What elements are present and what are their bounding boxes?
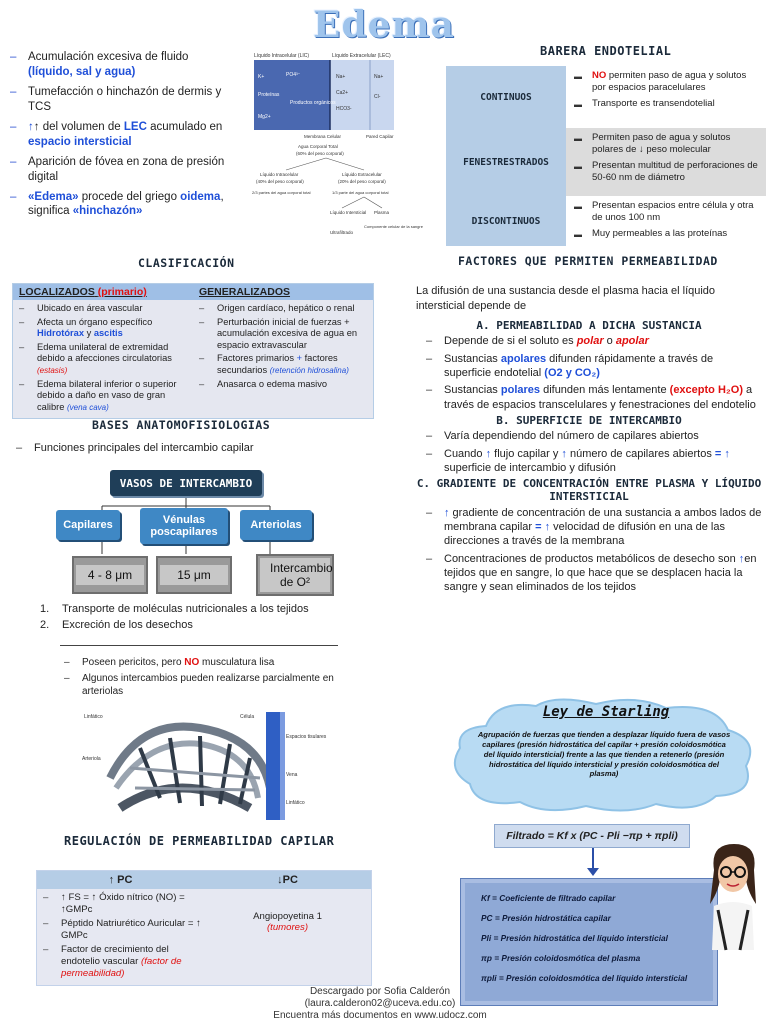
regulacion-title: REGULACIÓN DE PERMEABILIDAD CAPILAR	[64, 834, 335, 848]
svg-text:K+: K+	[258, 74, 265, 80]
total-pct: (60% del peso corporal)	[296, 151, 344, 156]
footer	[200, 986, 560, 1022]
divider	[60, 645, 338, 646]
pericitos-item: – Algunos intercambios pueden realizarse parcialmente en arteriolas	[60, 672, 360, 698]
localizados-item: – Edema unilateral de extremidad debido a afecciones circulatorias (estasis)	[15, 342, 191, 377]
factor-b-item: – Cuando ↑ flujo capilar y ↑ número de capilares abiertos = ↑ superficie de intercambio y difusión	[416, 447, 762, 476]
barrera-item: ▬ NO permiten paso de agua y solutos por espacios paracelulares	[572, 70, 760, 94]
ultrafiltrado-label: Ultrafiltrado	[330, 230, 354, 235]
intra-frac: 2/3 partes del agua corporal total	[252, 190, 311, 195]
factor-b-item: – Varía dependiendo del número de capilares abiertos	[416, 429, 762, 443]
intro-item: – ↑↑ del volumen de LEC acumulado en espacio intersticial	[6, 120, 236, 150]
factor-b-title: B. SUPERFICIE DE INTERCAMBIO	[496, 413, 682, 427]
linfatico2-label: Linfático	[286, 800, 305, 806]
pc-down-note: (tumores)	[266, 922, 309, 933]
extra-pct: (20% del peso corporal)	[338, 179, 386, 184]
barrera-title: BARERA ENDOTELIAL	[540, 44, 672, 58]
generalizados-item: – Perturbación inicial de fuerzas + acumulación excesiva de agua en espacio extravascular	[195, 317, 371, 352]
intro-list	[6, 50, 236, 224]
legend-item: Pli = Presión hidrostática del líquido intersticial	[481, 933, 668, 943]
barrera-row	[446, 128, 766, 196]
barrera-row	[446, 66, 766, 128]
size-box: 15 μm	[156, 556, 232, 594]
pc-up-item: – ↑ FS = ↑ Óxido nítrico (NO) = ↑GMPc	[39, 892, 202, 916]
pc-up-header: ↑ PC	[37, 871, 204, 889]
clasificacion-title: CLASIFICACIÓN	[138, 256, 235, 270]
localizados-header: LOCALIZADOS (primario)	[13, 284, 193, 300]
pericitos-item: – Poseen pericitos, pero NO musculatura lisa	[60, 656, 360, 669]
generalizados-header: GENERALIZADOS	[193, 284, 373, 300]
numbered-item: 2. Excreción de los desechos	[40, 619, 193, 631]
factor-a-title: A. PERMEABILIDAD A DICHA SUSTANCIA	[476, 318, 702, 332]
footer-line: Encuentra más documentos en www.udocz.com	[273, 1010, 487, 1021]
pericitos-list	[60, 656, 360, 701]
generalizados-item: – Factores primarios + factores secundarios (retención hidrosalina)	[195, 353, 371, 376]
factor-c-item: – Concentraciones de productos metabólicos de desecho son ↑en tejidos que en sangre, lo que hace que se desplacen hacia la sangre y sean eliminados de los tejidos	[416, 552, 762, 595]
factor-a-item: – Sustancias apolares difunden rápidamente a través de superficie endotelial (O2 y CO₂)	[416, 352, 762, 381]
pc-down-item: Angiopoyetina 1	[253, 911, 322, 922]
pared-label: Pared Capilar	[366, 134, 394, 139]
pc-up-item: – Factor de crecimiento del endotelio vascular (factor de permeabilidad)	[39, 944, 202, 980]
capillary-network-figure	[80, 708, 327, 820]
localizados-item: – Ubicado en área vascular	[15, 303, 191, 315]
intro-item: – Aparición de fóvea en zona de presión digital	[6, 155, 236, 185]
svg-text:PO4³⁻: PO4³⁻	[286, 72, 301, 78]
arteriola-label: Arteriola	[82, 756, 101, 762]
svg-text:Mg2+: Mg2+	[258, 114, 271, 120]
svg-text:Productos orgánicos: Productos orgánicos	[290, 100, 336, 106]
svg-text:Proteínas: Proteínas	[258, 92, 280, 98]
factores-intro: La difusión de una sustancia desde el plasma hacia el líquido intersticial depende de	[416, 285, 716, 312]
footer-line: (laura.calderon02@uceva.edu.co)	[304, 998, 456, 1009]
factor-a-item: – Sustancias polares difunden más lentamente (excepto H₂O) a través de espacios transcelulares y fenestraciones del endotelio	[416, 383, 762, 412]
localizados-item: – Afecta un órgano específico Hidrotórax y ascitis	[15, 317, 191, 340]
intro-item: – Acumulación excesiva de fluido (líquido, sal y agua)	[6, 50, 236, 80]
legend-item: PC = Presión hidrostática capilar	[481, 913, 611, 923]
extra-label: Líquido Extracelular	[342, 172, 382, 177]
linfatico-label: Linfático	[84, 714, 103, 720]
extra-frac: 1/3 parte del agua corporal total	[332, 190, 389, 195]
total-label: Agua Corporal Total	[298, 144, 338, 149]
fluid-compartments-figure	[246, 48, 423, 248]
svg-text:HCO3-: HCO3-	[336, 106, 352, 112]
pc-up-item: – Péptido Natriurético Auricular = ↑ GMPc	[39, 918, 202, 942]
lec-label: Líquido Extracelular (LEC)	[332, 53, 391, 59]
factor-c-item: – ↑ gradiente de concentración de una sustancia a ambos lados de membrana capilar = ↑ velocidad de difusión en una de las direcciones a través de la membrana	[416, 506, 762, 549]
factor-c-title: C. GRADIENTE DE CONCENTRACIÓN ENTRE PLASMA Y LÍQUIDO INTERSTICIAL	[416, 477, 762, 503]
barrera-row-name: CONTINUOS	[446, 66, 566, 128]
bases-title: BASES ANATOMOFISIOLOGIAS	[92, 418, 271, 432]
starling-cloud	[446, 696, 762, 814]
vasos-intercambio-box: VASOS DE INTERCAMBIO	[110, 470, 262, 496]
funciones-text: – Funciones principales del intercambio capilar	[12, 441, 342, 458]
generalizados-item: – Anasarca o edema masivo	[195, 379, 371, 391]
numbered-list	[40, 603, 309, 635]
svg-text:Cl-: Cl-	[374, 94, 381, 100]
intro-item: – «Edema» procede del griego oidema, significa «hinchazón»	[6, 190, 236, 220]
legend-item: πp = Presión coloidosmótica del plasma	[481, 953, 641, 963]
numbered-item: 1. Transporte de moléculas nutricionales a los tejidos	[40, 603, 309, 615]
barrera-row-name: DISCONTINUOS	[446, 196, 566, 246]
vena-label: Vena	[286, 772, 298, 778]
barrera-item: ▬ Presentan espacios entre célula y otra de unos 100 nm	[572, 200, 760, 224]
barrera-item: ▬ Muy permeables a las proteínas	[572, 228, 760, 240]
barrera-item: ▬ Presentan multitud de perforaciones de 50-60 nm de diámetro	[572, 160, 760, 184]
starling-text: Agrupación de fuerzas que tienden a desplazar líquido fuera de vasos capilares (presión hidrostática del capilar + presión coloidosmótica del líquido intersticial) frente a las que tienden a retenerlo (presión hidrostática del líquido intersticial y presión coloidosmótica del plasma)	[477, 730, 731, 779]
svg-text:Na+: Na+	[336, 74, 346, 80]
svg-text:Na+: Na+	[374, 74, 384, 80]
intersticial-label: Líquido Intersticial	[330, 210, 367, 215]
lic-label: Líquido Intracelular (LIC)	[254, 53, 310, 59]
venulas-box: Vénulas poscapilares	[140, 508, 228, 544]
espacios-label: Espacios tisulares	[286, 734, 327, 740]
plasma-label: Plasma	[374, 210, 390, 215]
arrow-down-icon	[587, 848, 599, 876]
factores-section	[416, 284, 762, 597]
componente-label: Componente celular de la sangre	[364, 224, 423, 229]
starling-title: Ley de Starling	[542, 704, 670, 720]
footer-line: Descargado por Sofia Calderón	[309, 986, 451, 997]
legend-item: πpli = Presión coloidosmótica del líquido intersticial	[481, 973, 688, 983]
legend-item: Kf = Coeficiente de filtrado capilar	[481, 893, 616, 903]
barrera-row	[446, 196, 766, 246]
generalizados-item: – Origen cardíaco, hepático o renal	[195, 303, 371, 315]
localizados-item: – Edema bilateral inferior o superior debido a daño en vaso de gran calibre (vena cava)	[15, 379, 191, 414]
starling-formula: Filtrado = Kf x (PC - Pli −πp + πpli)	[494, 824, 690, 848]
intra-label: Líquido Intracelular	[260, 172, 299, 177]
page-title: Edema	[313, 4, 455, 46]
svg-text:Ca2+: Ca2+	[336, 90, 349, 96]
barrera-table	[446, 66, 766, 246]
intercambio-box: Intercambio de O²	[256, 554, 334, 596]
avatar	[700, 840, 766, 950]
size-box: 4 - 8 μm	[72, 556, 148, 594]
intro-item: – Tumefacción o hinchazón de dermis y TCS	[6, 85, 236, 115]
clasificacion-table	[12, 283, 374, 419]
membrana-label: Membrana Celular	[304, 134, 342, 139]
barrera-item: ▬ Permiten paso de agua y solutos polares de ↓ peso molecular	[572, 132, 760, 156]
factor-a-item: – Depende de si el soluto es polar o apolar	[416, 334, 762, 348]
factores-title: FACTORES QUE PERMITEN PERMEABILIDAD	[458, 254, 718, 268]
celula-label: Célula	[240, 714, 255, 720]
capilares-box: Capilares	[56, 510, 120, 540]
barrera-row-name: FENESTRESTRADOS	[446, 128, 566, 196]
intra-pct: (40% del peso corporal)	[256, 179, 304, 184]
barrera-item: ▬ Transporte es transendotelial	[572, 98, 760, 110]
arteriolas-box: Arteriolas	[240, 510, 312, 540]
pc-down-header: ↓PC	[204, 871, 371, 889]
regulacion-table	[36, 870, 372, 986]
